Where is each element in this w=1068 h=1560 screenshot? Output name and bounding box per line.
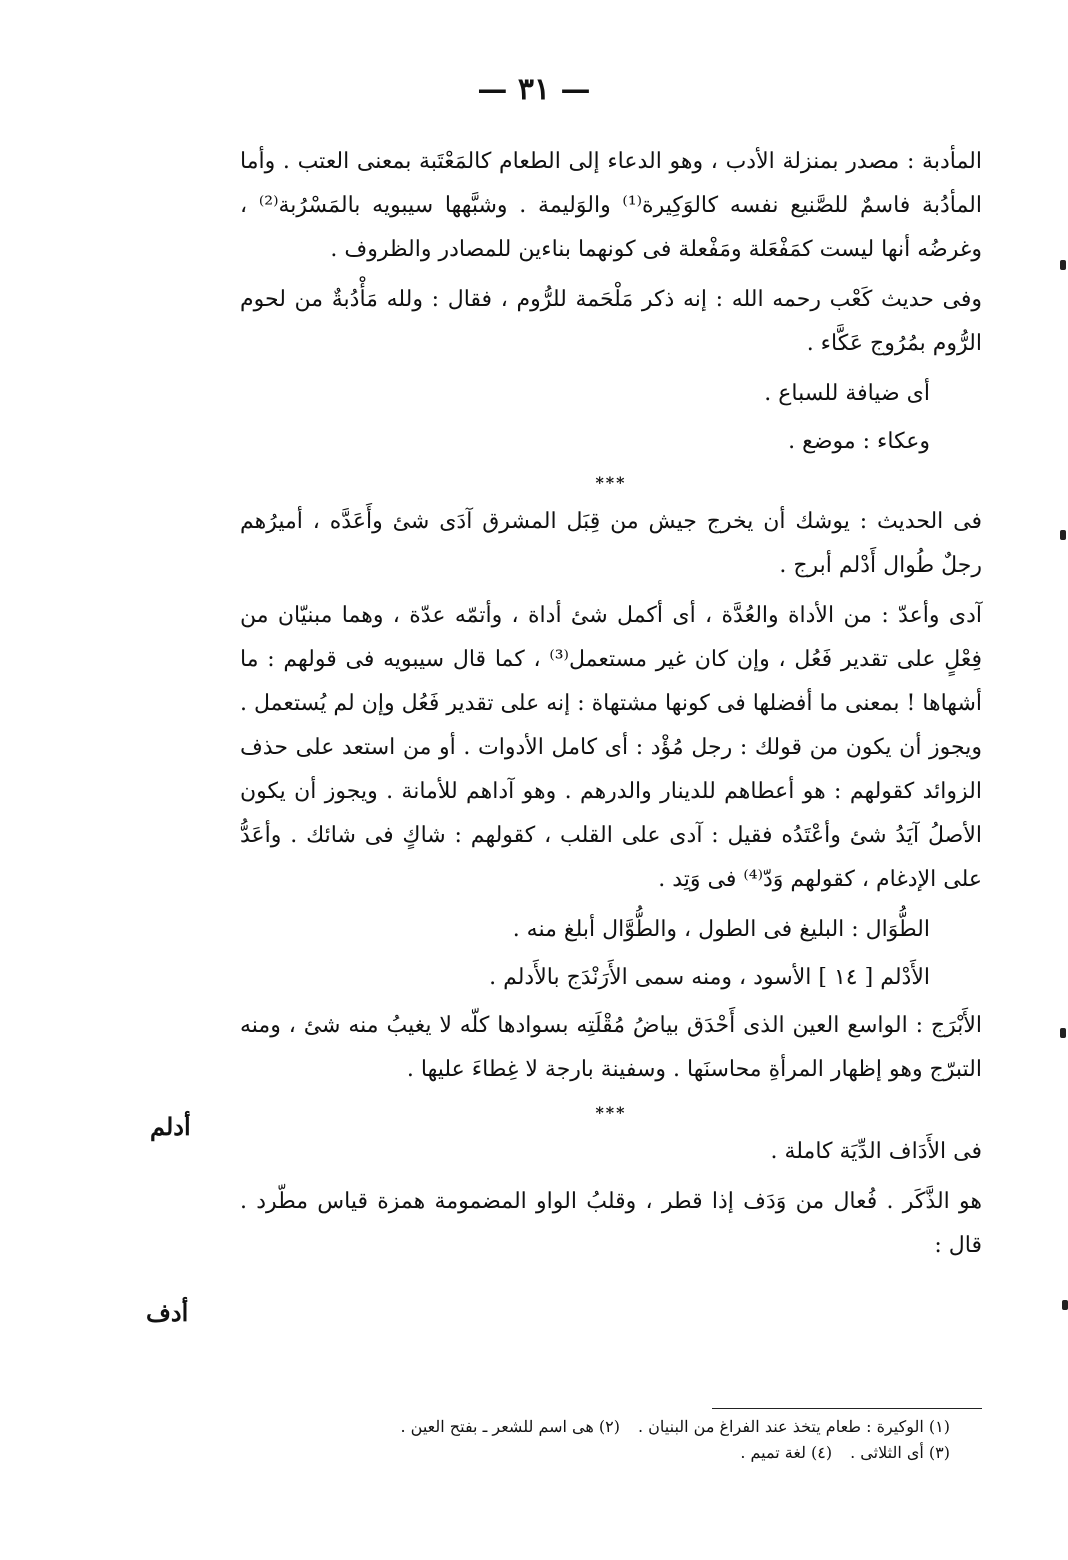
- scan-mark: [1062, 1300, 1068, 1310]
- paragraph-tuwal: الطُّوَال : البليغ فى الطول ، والطُّوَّال أبلغ منه .: [512, 917, 930, 942]
- paragraph-abraj: الأَبْرَج : الواسع العين الذى أَحْدَق بياضُ مُقْلَتِه بسوادها كلّه لا يغيبُ منه شئ ، ومنه التبرّج وهو إظهار المرأةِ محاسنَها . وسفينة بارجة لا غِطاءَ عليها .: [240, 1013, 982, 1082]
- footnote-3: (٣) أى الثلاثى .: [850, 1443, 950, 1462]
- scan-mark: [1060, 1028, 1066, 1038]
- footnote-divider: [712, 1408, 982, 1409]
- paragraph-adaf: فى الأَدَاف الدِّيَة كاملة .: [770, 1139, 982, 1164]
- paragraph-kaab-hadith: وفى حديث كَعْب رحمه الله : إنه ذكر مَلْحَمة للرُّوم ، فقال : ولله مَأْدُبةٌ من لحوم الرُّوم بمُرُوج عَكَّاء .: [240, 287, 982, 356]
- paragraph-adaa-explanation: آدى وأعدّ : من الأداة والعُدَّة ، أى أكمل شئ أداة ، وأتمّه عدّة ، وهما مبنيّان من فِعْلٍ على تقدير فَعُل ، وإن كان غير مستعمل⁽³⁾ ، كما قال سيبويه فى قولهم : ما أشهاها ! بمعنى ما أفضلها فى كونها مشتهاة : إنه على تقدير فَعُل وإن لم يُستعمل . ويجوز أن يكون من قولك : رجل مُؤْد : أى كامل الأدوات . أو من استعد على حذف الزوائد كقولهم : هو أعطاهم للدينار والدرهم . وهو آداهم للأمانة . ويجوز أن يكون الأصلُ آيَدُ شئ وأعْتَدُه فقيل : آدى على القلب ، كقولهم : شاكٍ فى شائك . وأعَدُّ على الإدغام ، كقولهم وَدّ⁽⁴⁾ فى وَتِد .: [240, 603, 982, 892]
- paragraph-madaba: المأدبة : مصدر بمنزلة الأدب ، وهو الدعاء إلى الطعام كالمَعْتَبة بمعنى العتب . وأما المأدُبة فاسمٌ للصَّنيع نفسه كالوَكِيرة⁽¹⁾ والوَليمة . وشبَّهها سيبويه بالمَسْرُبة⁽²⁾ ، وغرضُه أنها ليست كمَفْعَلة ومَفْعلة فى كونهما بناءين للمصادر والظروف .: [240, 149, 983, 262]
- paragraph-adlam: الأَدْلم [ ١٤ ] الأسود ، ومنه سمى الأَرَنْدَج بالأَدلم .: [489, 965, 930, 990]
- footnote-1: (١) الوكيرة : طعام يتخذ عند الفراغ من البنيان .: [637, 1417, 950, 1436]
- scan-mark: [1060, 530, 1066, 540]
- page-number: — ٣١ —: [477, 72, 591, 107]
- footnote-line: [300, 1414, 950, 1440]
- footnote-line: [300, 1440, 950, 1466]
- paragraph-diyafa: أى ضيافة للسباع .: [764, 381, 930, 406]
- paragraph-akka: وعكاء : موضع .: [788, 429, 930, 454]
- footnotes: [300, 1414, 950, 1466]
- main-text: [240, 140, 982, 1274]
- paragraph-hadith-adaa: فى الحديث : يوشك أن يخرج جيش من قِبَل المشرق آدَى شئ وأَعَدَّه ، أميرُهم رجلٌ طُوال أَدْلم أبرج .: [240, 509, 982, 578]
- section-separator: ***: [595, 473, 627, 492]
- section-separator: ***: [595, 1103, 627, 1122]
- footnote-4: (٤) لغة تميم .: [740, 1443, 833, 1462]
- footnote-2: (٢) هى اسم للشعر ـ بفتح العين .: [400, 1417, 620, 1436]
- margin-root-adaf: أدف: [146, 1298, 189, 1327]
- margin-root-adlam: أدلم: [150, 1112, 191, 1141]
- scan-mark: [1060, 260, 1066, 270]
- paragraph-dhakar: هو الذَّكَر . فُعال من وَدَف إذا قطر ، وقلبُ الواو المضمومة همزة قياس مطّرد . قال :: [240, 1189, 982, 1258]
